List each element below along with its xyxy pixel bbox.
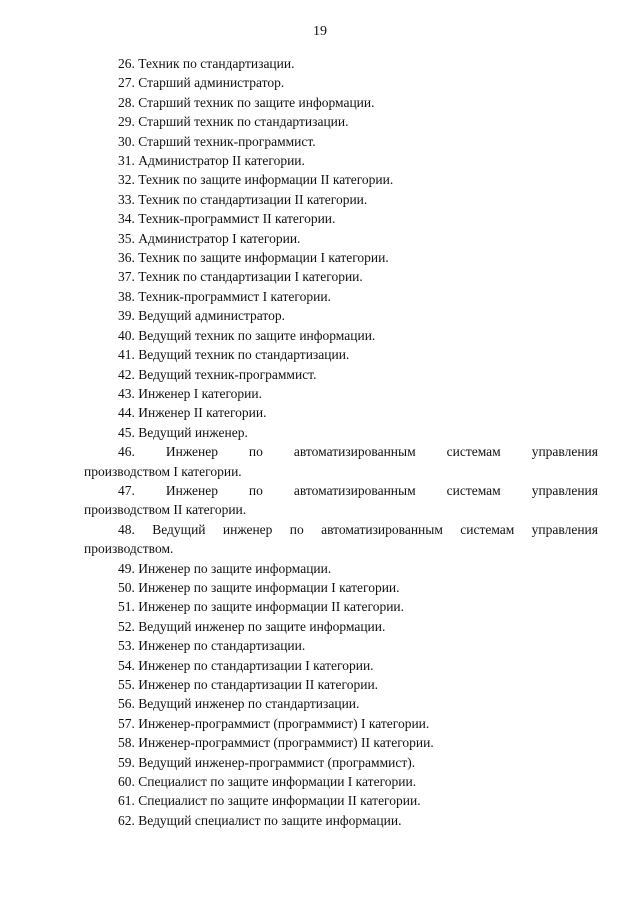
list-item: 35. Администратор I категории. (118, 230, 301, 246)
list-item: 40. Ведущий техник по защите информации. (118, 327, 376, 343)
list-item: 44. Инженер II категории. (118, 405, 267, 421)
list-item: 59. Ведущий инженер-программист (программист). (118, 754, 416, 770)
list-item: 28. Старший техник по защите информации. (118, 94, 375, 110)
list-item: 54. Инженер по стандартизации I категории. (118, 657, 374, 673)
list-item: 55. Инженер по стандартизации II категории. (118, 677, 379, 692)
list-item-continuation: производством II категории. (84, 502, 247, 518)
list-item-first-line: 48. Ведущий инженер по автоматизированным системам управления (118, 521, 598, 537)
list-item: 43. Инженер I категории. (118, 385, 262, 401)
list-item: 38. Техник-программист I категории. (118, 288, 331, 304)
list-item: 60. Специалист по защите информации I категории. (118, 774, 417, 790)
list-item: 31. Администратор II категории. (118, 153, 305, 169)
list-item: 27. Старший администратор. (118, 75, 285, 91)
position-list (84, 54, 598, 830)
list-item-first-line: 47. Инженер по автоматизированным системам управления (118, 482, 598, 498)
list-item: 52. Ведущий инженер по защите информации. (118, 618, 386, 634)
list-item: 29. Старший техник по стандартизации. (118, 114, 349, 130)
list-item: 62. Ведущий специалист по защите информации. (118, 812, 402, 828)
list-item-continuation: производством I категории. (84, 463, 242, 479)
list-item: 56. Ведущий инженер по стандартизации. (118, 696, 360, 712)
list-item: 45. Ведущий инженер. (118, 424, 248, 440)
list-item: 26. Техник по стандартизации. (118, 56, 295, 71)
list-item-first-line: 46. Инженер по автоматизированным системам управления (118, 444, 598, 460)
list-item: 51. Инженер по защите информации II категории. (118, 599, 405, 615)
list-item: 30. Старший техник-программист. (118, 133, 316, 149)
list-item: 36. Техник по защите информации I категории. (118, 250, 389, 266)
list-item: 58. Инженер-программист (программист) II категории. (118, 735, 434, 751)
list-item-wrapped (84, 481, 598, 520)
list-item: 50. Инженер по защите информации I категории. (118, 579, 400, 595)
page-number: 19 (313, 24, 327, 39)
list-item: 61. Специалист по защите информации II категории. (118, 793, 421, 809)
list-item: 49. Инженер по защите информации. (118, 560, 332, 576)
list-item-wrapped (84, 442, 598, 481)
list-item: 34. Техник-программист II категории. (118, 211, 336, 227)
list-item-wrapped (84, 520, 598, 559)
list-item: 32. Техник по защите информации II категории. (118, 172, 394, 188)
list-item: 33. Техник по стандартизации II категории. (118, 191, 368, 207)
list-item: 39. Ведущий администратор. (118, 308, 286, 324)
list-item: 41. Ведущий техник по стандартизации. (118, 347, 350, 363)
list-item: 37. Техник по стандартизации I категории. (118, 269, 363, 285)
list-item: 57. Инженер-программист (программист) I категории. (118, 715, 430, 731)
list-item: 42. Ведущий техник-программист. (118, 366, 317, 382)
list-item-continuation: производством. (84, 541, 174, 557)
list-item: 53. Инженер по стандартизации. (118, 638, 306, 654)
